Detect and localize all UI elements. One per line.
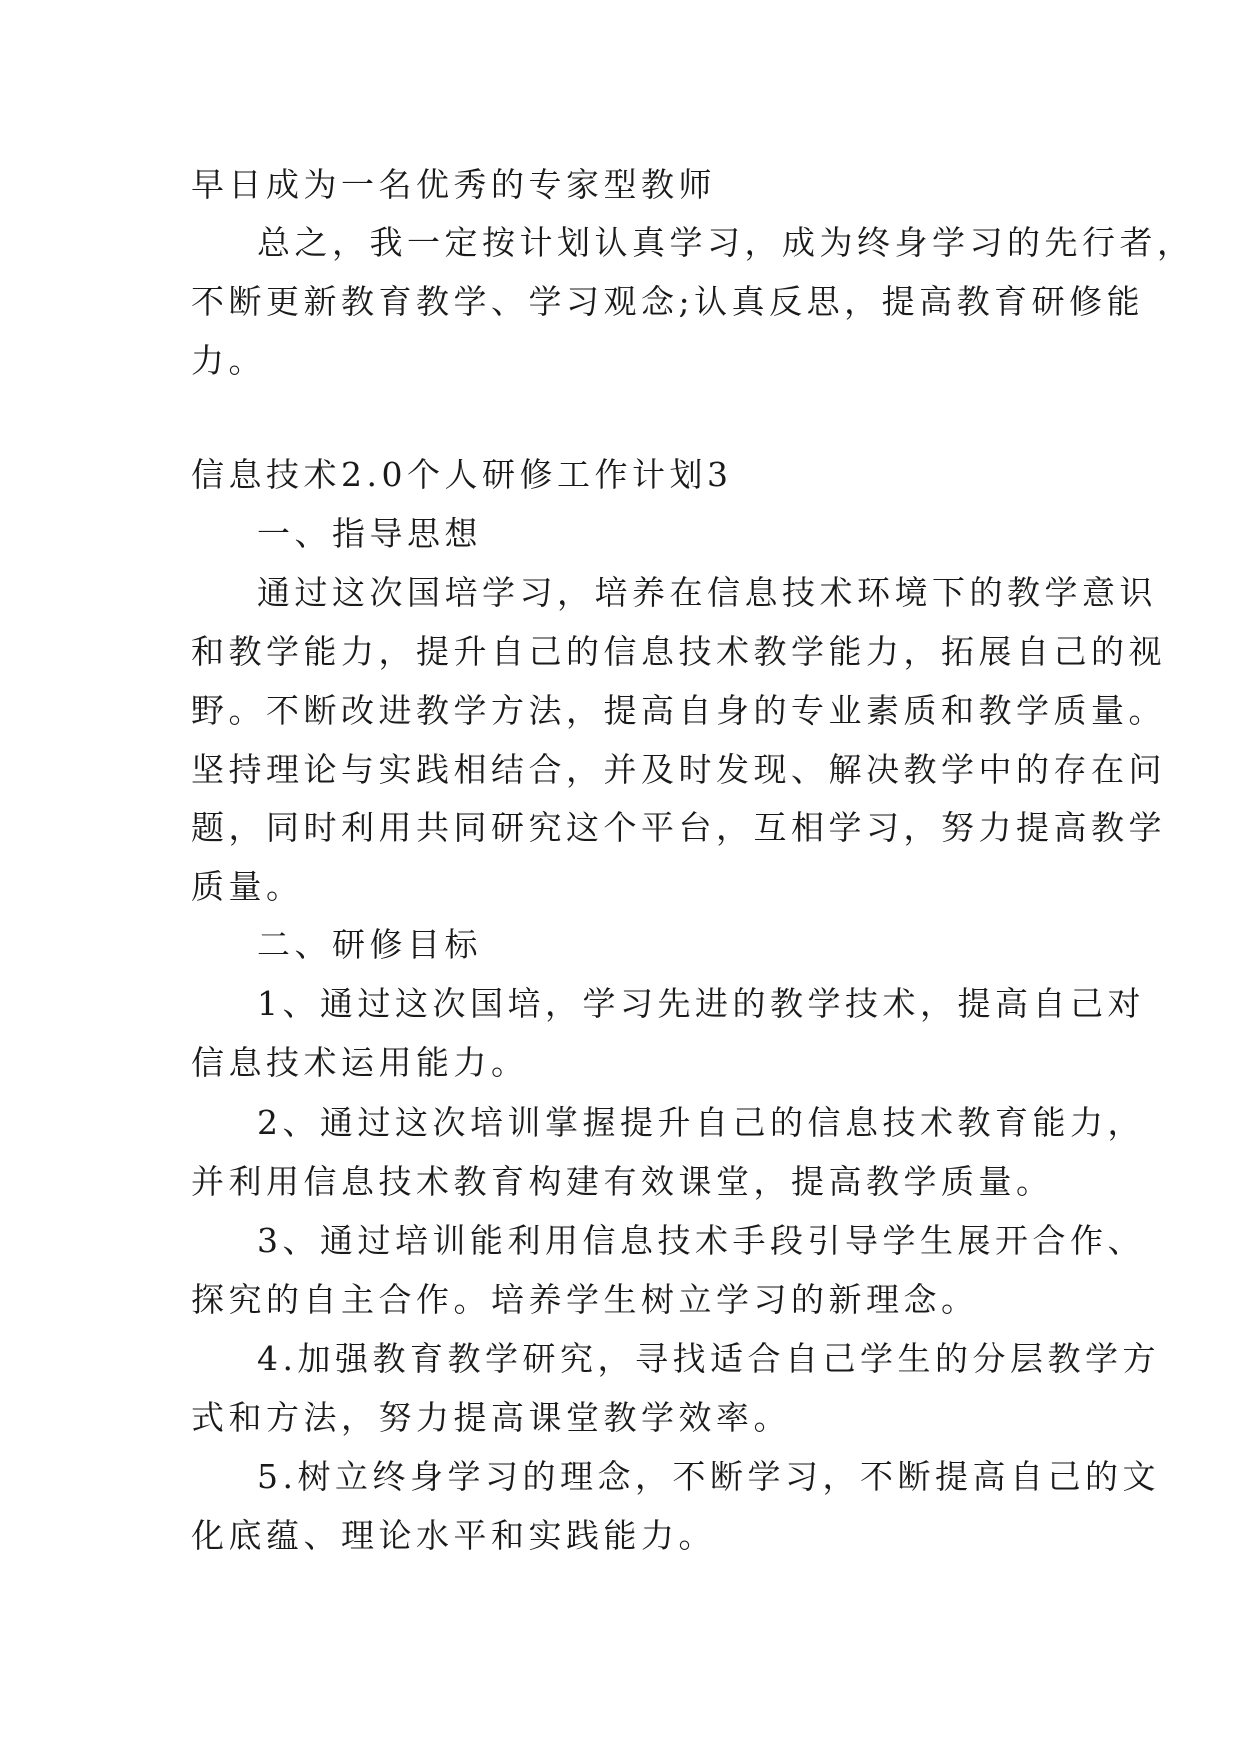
text-line: 力。: [191, 341, 266, 380]
text-line: 早日成为一名优秀的专家型教师: [191, 165, 716, 204]
list-item-start-line: 3、通过培训能利用信息技术手段引导学生展开合作、: [257, 1221, 1145, 1260]
text-line: 题，同时利用共同研究这个平台，互相学习，努力提高教学: [191, 808, 1166, 847]
text-line: 并利用信息技术教育构建有效课堂，提高教学质量。: [191, 1162, 1054, 1201]
list-item-start-line: 5.树立终身学习的理念，不断学习，不断提高自己的文: [257, 1457, 1160, 1496]
paragraph-start-line: 总之，我一定按计划认真学习，成为终身学习的先行者，: [257, 223, 1195, 262]
subheading-guiding-ideology: 一、指导思想: [257, 514, 482, 553]
text-line: 式和方法，努力提高课堂教学效率。: [191, 1398, 791, 1437]
text-line: 信息技术运用能力。: [191, 1043, 529, 1082]
paragraph-start-line: 通过这次国培学习，培养在信息技术环境下的教学意识: [257, 573, 1157, 612]
text-line: 坚持理论与实践相结合，并及时发现、解决教学中的存在问: [191, 750, 1166, 789]
list-item-start-line: 4.加强教育教学研究，寻找适合自己学生的分层教学方: [257, 1339, 1160, 1378]
list-item-start-line: 2、通过这次培训掌握提升自己的信息技术教育能力，: [257, 1103, 1145, 1142]
text-line: 野。不断改进教学方法，提高自身的专业素质和教学质量。: [191, 691, 1166, 730]
text-line: 不断更新教育教学、学习观念;认真反思，提高教育研修能: [191, 282, 1145, 321]
text-line: 探究的自主合作。培养学生树立学习的新理念。: [191, 1280, 979, 1319]
subheading-training-goals: 二、研修目标: [257, 925, 482, 964]
text-line: 和教学能力，提升自己的信息技术教学能力，拓展自己的视: [191, 632, 1166, 671]
text-line: 质量。: [191, 867, 304, 906]
text-line: 化底蕴、理论水平和实践能力。: [191, 1516, 716, 1555]
section-title: 信息技术2.0个人研修工作计划3: [191, 455, 733, 494]
list-item-start-line: 1、通过这次国培，学习先进的教学技术，提高自己对: [257, 984, 1145, 1023]
